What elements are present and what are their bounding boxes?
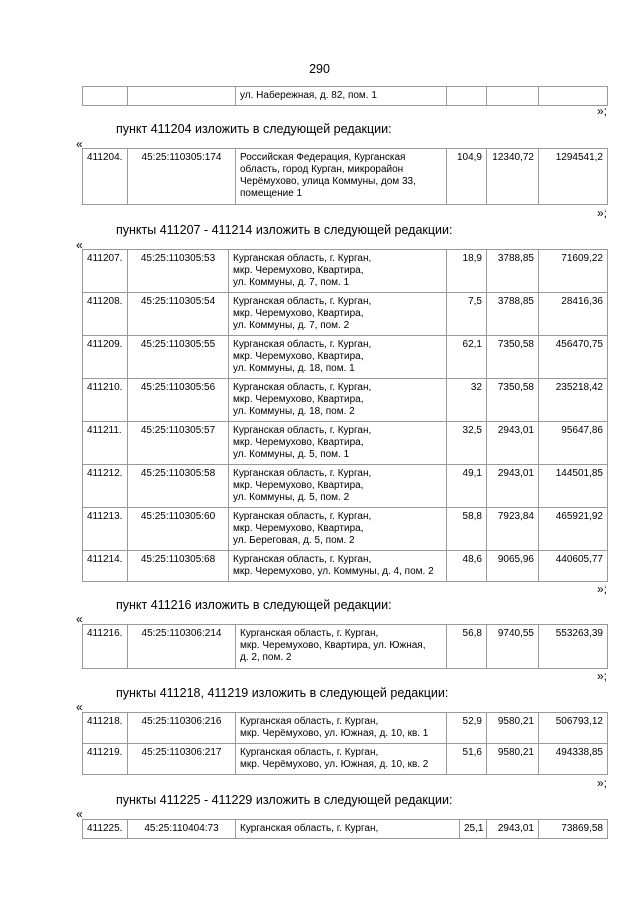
address-line: ул. Береговая, д. 5, пом. 2 — [233, 535, 355, 546]
cell-address — [229, 551, 447, 582]
cell-total: 553263,39 — [539, 625, 608, 669]
cell-num: 411204. — [83, 149, 128, 205]
address-line: Курганская область, г. Курган, — [240, 628, 379, 639]
cell-num: 411218. — [83, 713, 128, 744]
cell-price: 9065,96 — [487, 551, 539, 582]
table-row — [83, 465, 608, 508]
cell-num: 411209. — [83, 336, 128, 379]
cell-num: 411207. — [83, 250, 128, 293]
cell-cadastral: 45:25:110306:214 — [128, 625, 236, 669]
cell-area: 52,9 — [447, 713, 487, 744]
cell-num: 411214. — [83, 551, 128, 582]
cell-address — [229, 336, 447, 379]
cell-price: 7350,58 — [487, 336, 539, 379]
cell-cadastral: 45:25:110305:54 — [128, 293, 229, 336]
cell-num: 411225. — [83, 820, 128, 839]
address-line: мкр. Черемухово, Квартира, ул. Южная, — [240, 640, 426, 651]
address-line: Курганская область, г. Курган, — [233, 511, 372, 522]
address-line: Черёмухово, улица Коммуны, дом 33, — [240, 176, 416, 187]
address-line: Курганская область, г. Курган, — [233, 425, 372, 436]
cell-price: 9580,21 — [487, 713, 539, 744]
cell-address — [236, 149, 447, 205]
cell-num: 411212. — [83, 465, 128, 508]
cell-price: 3788,85 — [487, 293, 539, 336]
cell-address — [229, 250, 447, 293]
table-row — [83, 422, 608, 465]
table-row — [83, 744, 608, 775]
address-line: помещение 1 — [240, 188, 303, 199]
address-line: ул. Коммуны, д. 5, пом. 2 — [233, 492, 350, 503]
address-line: мкр. Черемухово, Квартира, — [233, 265, 364, 276]
address-line: ул. Коммуны, д. 5, пом. 1 — [233, 449, 350, 460]
address-line: Курганская область, г. Курган, — [233, 339, 372, 350]
cell-total: 28416,36 — [539, 293, 608, 336]
table-row — [83, 625, 608, 669]
cell-cadastral: 45:25:110306:217 — [128, 744, 236, 775]
address-line: мкр. Черемухово, Квартира, — [233, 437, 364, 448]
section-heading: пункты 411218, 411219 изложить в следующей редакции: — [116, 686, 449, 700]
cell-area: 48,6 — [447, 551, 487, 582]
cell-area: 32,5 — [447, 422, 487, 465]
cell-area: 51,6 — [447, 744, 487, 775]
cell-price: 9740,55 — [487, 625, 539, 669]
address-line: мкр. Черемухово, Квартира, — [233, 480, 364, 491]
close-quote: »; — [597, 206, 608, 220]
cell-price: 2943,01 — [487, 422, 539, 465]
cell-total: 506793,12 — [539, 713, 608, 744]
address-line: мкр. Черемухово, ул. Коммуны, д. 4, пом. 2 — [233, 566, 434, 577]
cell-address — [236, 625, 447, 669]
cell-area: 62,1 — [447, 336, 487, 379]
cell-num: 411213. — [83, 508, 128, 551]
section-heading: пункты 411225 - 411229 изложить в следующей редакции: — [116, 793, 453, 807]
cell-total: 440605,77 — [539, 551, 608, 582]
cell-address — [229, 465, 447, 508]
cell-cadastral: 45:25:110305:68 — [128, 551, 229, 582]
cell-cadastral: 45:25:110306:216 — [128, 713, 236, 744]
table-row — [83, 293, 608, 336]
cell-address — [229, 508, 447, 551]
cell-total: 235218,42 — [539, 379, 608, 422]
cell-num: 411208. — [83, 293, 128, 336]
cell-price: 7350,58 — [487, 379, 539, 422]
open-quote: « — [76, 612, 83, 626]
cell-cadastral: 45:25:110305:53 — [128, 250, 229, 293]
address-line: ул. Коммуны, д. 18, пом. 1 — [233, 363, 355, 374]
address-line: Курганская область, г. Курган, — [233, 382, 372, 393]
cell-num: 411216. — [83, 625, 128, 669]
address-line: Курганская область, г. Курган, — [233, 253, 372, 264]
cell-cadastral: 45:25:110305:57 — [128, 422, 229, 465]
cell-total: 144501,85 — [539, 465, 608, 508]
cell-num: 411219. — [83, 744, 128, 775]
address-line: Российская Федерация, Курганская — [240, 152, 406, 163]
cell-total: 456470,75 — [539, 336, 608, 379]
address-line: мкр. Черемухово, Квартира, — [233, 394, 364, 405]
table-row — [83, 551, 608, 582]
table-section-1 — [82, 148, 608, 205]
cell-address — [236, 744, 447, 775]
cell-area: 18,9 — [447, 250, 487, 293]
cell-price — [487, 87, 539, 106]
cell-area: 104,9 — [447, 149, 487, 205]
cell-address: ул. Набережная, д. 82, пом. 1 — [236, 87, 447, 106]
cell-num: 411211. — [83, 422, 128, 465]
close-quote: »; — [597, 104, 608, 118]
table-row — [83, 149, 608, 205]
cell-area: 56,8 — [447, 625, 487, 669]
table-row — [83, 250, 608, 293]
cell-num: 411210. — [83, 379, 128, 422]
address-line: Курганская область, г. Курган, — [240, 747, 379, 758]
section-heading: пункт 411216 изложить в следующей редакции: — [116, 598, 392, 612]
cell-price: 3788,85 — [487, 250, 539, 293]
cell-cadastral: 45:25:110305:60 — [128, 508, 229, 551]
address-line: мкр. Черёмухово, ул. Южная, д. 10, кв. 2 — [240, 759, 429, 770]
table-continuation — [82, 86, 608, 106]
close-quote: »; — [597, 582, 608, 596]
cell-total: 494338,85 — [539, 744, 608, 775]
cell-address — [236, 820, 460, 839]
cell-price: 9580,21 — [487, 744, 539, 775]
open-quote: « — [76, 807, 83, 821]
cell-area: 49,1 — [447, 465, 487, 508]
cell-cadastral: 45:25:110305:58 — [128, 465, 229, 508]
cell-address — [236, 713, 447, 744]
cell-total: 95647,86 — [539, 422, 608, 465]
cell-cadastral: 45:25:110305:55 — [128, 336, 229, 379]
cell-area: 32 — [447, 379, 487, 422]
section-heading: пункты 411207 - 411214 изложить в следующей редакции: — [116, 223, 453, 237]
cell-total: 465921,92 — [539, 508, 608, 551]
open-quote: « — [76, 137, 83, 151]
cell-area: 7,5 — [447, 293, 487, 336]
table-section-2 — [82, 249, 608, 582]
section-heading: пункт 411204 изложить в следующей редакции: — [116, 122, 392, 136]
cell-price: 2943,01 — [487, 465, 539, 508]
table-row — [83, 379, 608, 422]
address-line: мкр. Черемухово, Квартира, — [233, 351, 364, 362]
address-line: мкр. Черемухово, Квартира, — [233, 308, 364, 319]
cell-price: 2943,01 — [487, 820, 539, 839]
close-quote: »; — [597, 776, 608, 790]
address-line: ул. Коммуны, д. 7, пом. 1 — [233, 277, 350, 288]
table-row — [83, 508, 608, 551]
cell-cadastral: 45:25:110305:174 — [128, 149, 236, 205]
cell-total: 1294541,2 — [539, 149, 608, 205]
address-line: мкр. Черемухово, Квартира, — [233, 523, 364, 534]
cell-total: 71609,22 — [539, 250, 608, 293]
address-line: Курганская область, г. Курган, — [240, 716, 379, 727]
cell-area: 25,1 — [460, 820, 487, 839]
address-line: Курганская область, г. Курган, — [233, 554, 372, 565]
address-line: д. 2, пом. 2 — [240, 652, 292, 663]
table-section-5 — [82, 819, 608, 839]
cell-cadastral: 45:25:110404:73 — [128, 820, 236, 839]
cell-address — [229, 293, 447, 336]
address-line: область, город Курган, микрорайон — [240, 164, 404, 175]
table-section-3 — [82, 624, 608, 669]
cell-cadastral — [128, 87, 236, 106]
close-quote: »; — [597, 669, 608, 683]
cell-area: 58,8 — [447, 508, 487, 551]
address-line: Курганская область, г. Курган, — [240, 823, 379, 834]
address-line: Курганская область, г. Курган, — [233, 296, 372, 307]
cell-num — [83, 87, 128, 106]
cell-address — [229, 422, 447, 465]
cell-total: 73869,58 — [539, 820, 608, 839]
address-line: ул. Коммуны, д. 18, пом. 2 — [233, 406, 355, 417]
address-line: ул. Коммуны, д. 7, пом. 2 — [233, 320, 350, 331]
table-row — [83, 713, 608, 744]
open-quote: « — [76, 238, 83, 252]
cell-price: 12340,72 — [487, 149, 539, 205]
cell-cadastral: 45:25:110305:56 — [128, 379, 229, 422]
cell-address — [229, 379, 447, 422]
cell-total — [539, 87, 608, 106]
open-quote: « — [76, 700, 83, 714]
table-row — [83, 820, 608, 839]
table-section-4 — [82, 712, 608, 775]
address-line: Курганская область, г. Курган, — [233, 468, 372, 479]
page-number: 290 — [309, 62, 330, 76]
table-row — [83, 336, 608, 379]
address-line: мкр. Черёмухово, ул. Южная, д. 10, кв. 1 — [240, 728, 429, 739]
cell-price: 7923,84 — [487, 508, 539, 551]
table-row — [83, 87, 608, 106]
cell-area — [447, 87, 487, 106]
